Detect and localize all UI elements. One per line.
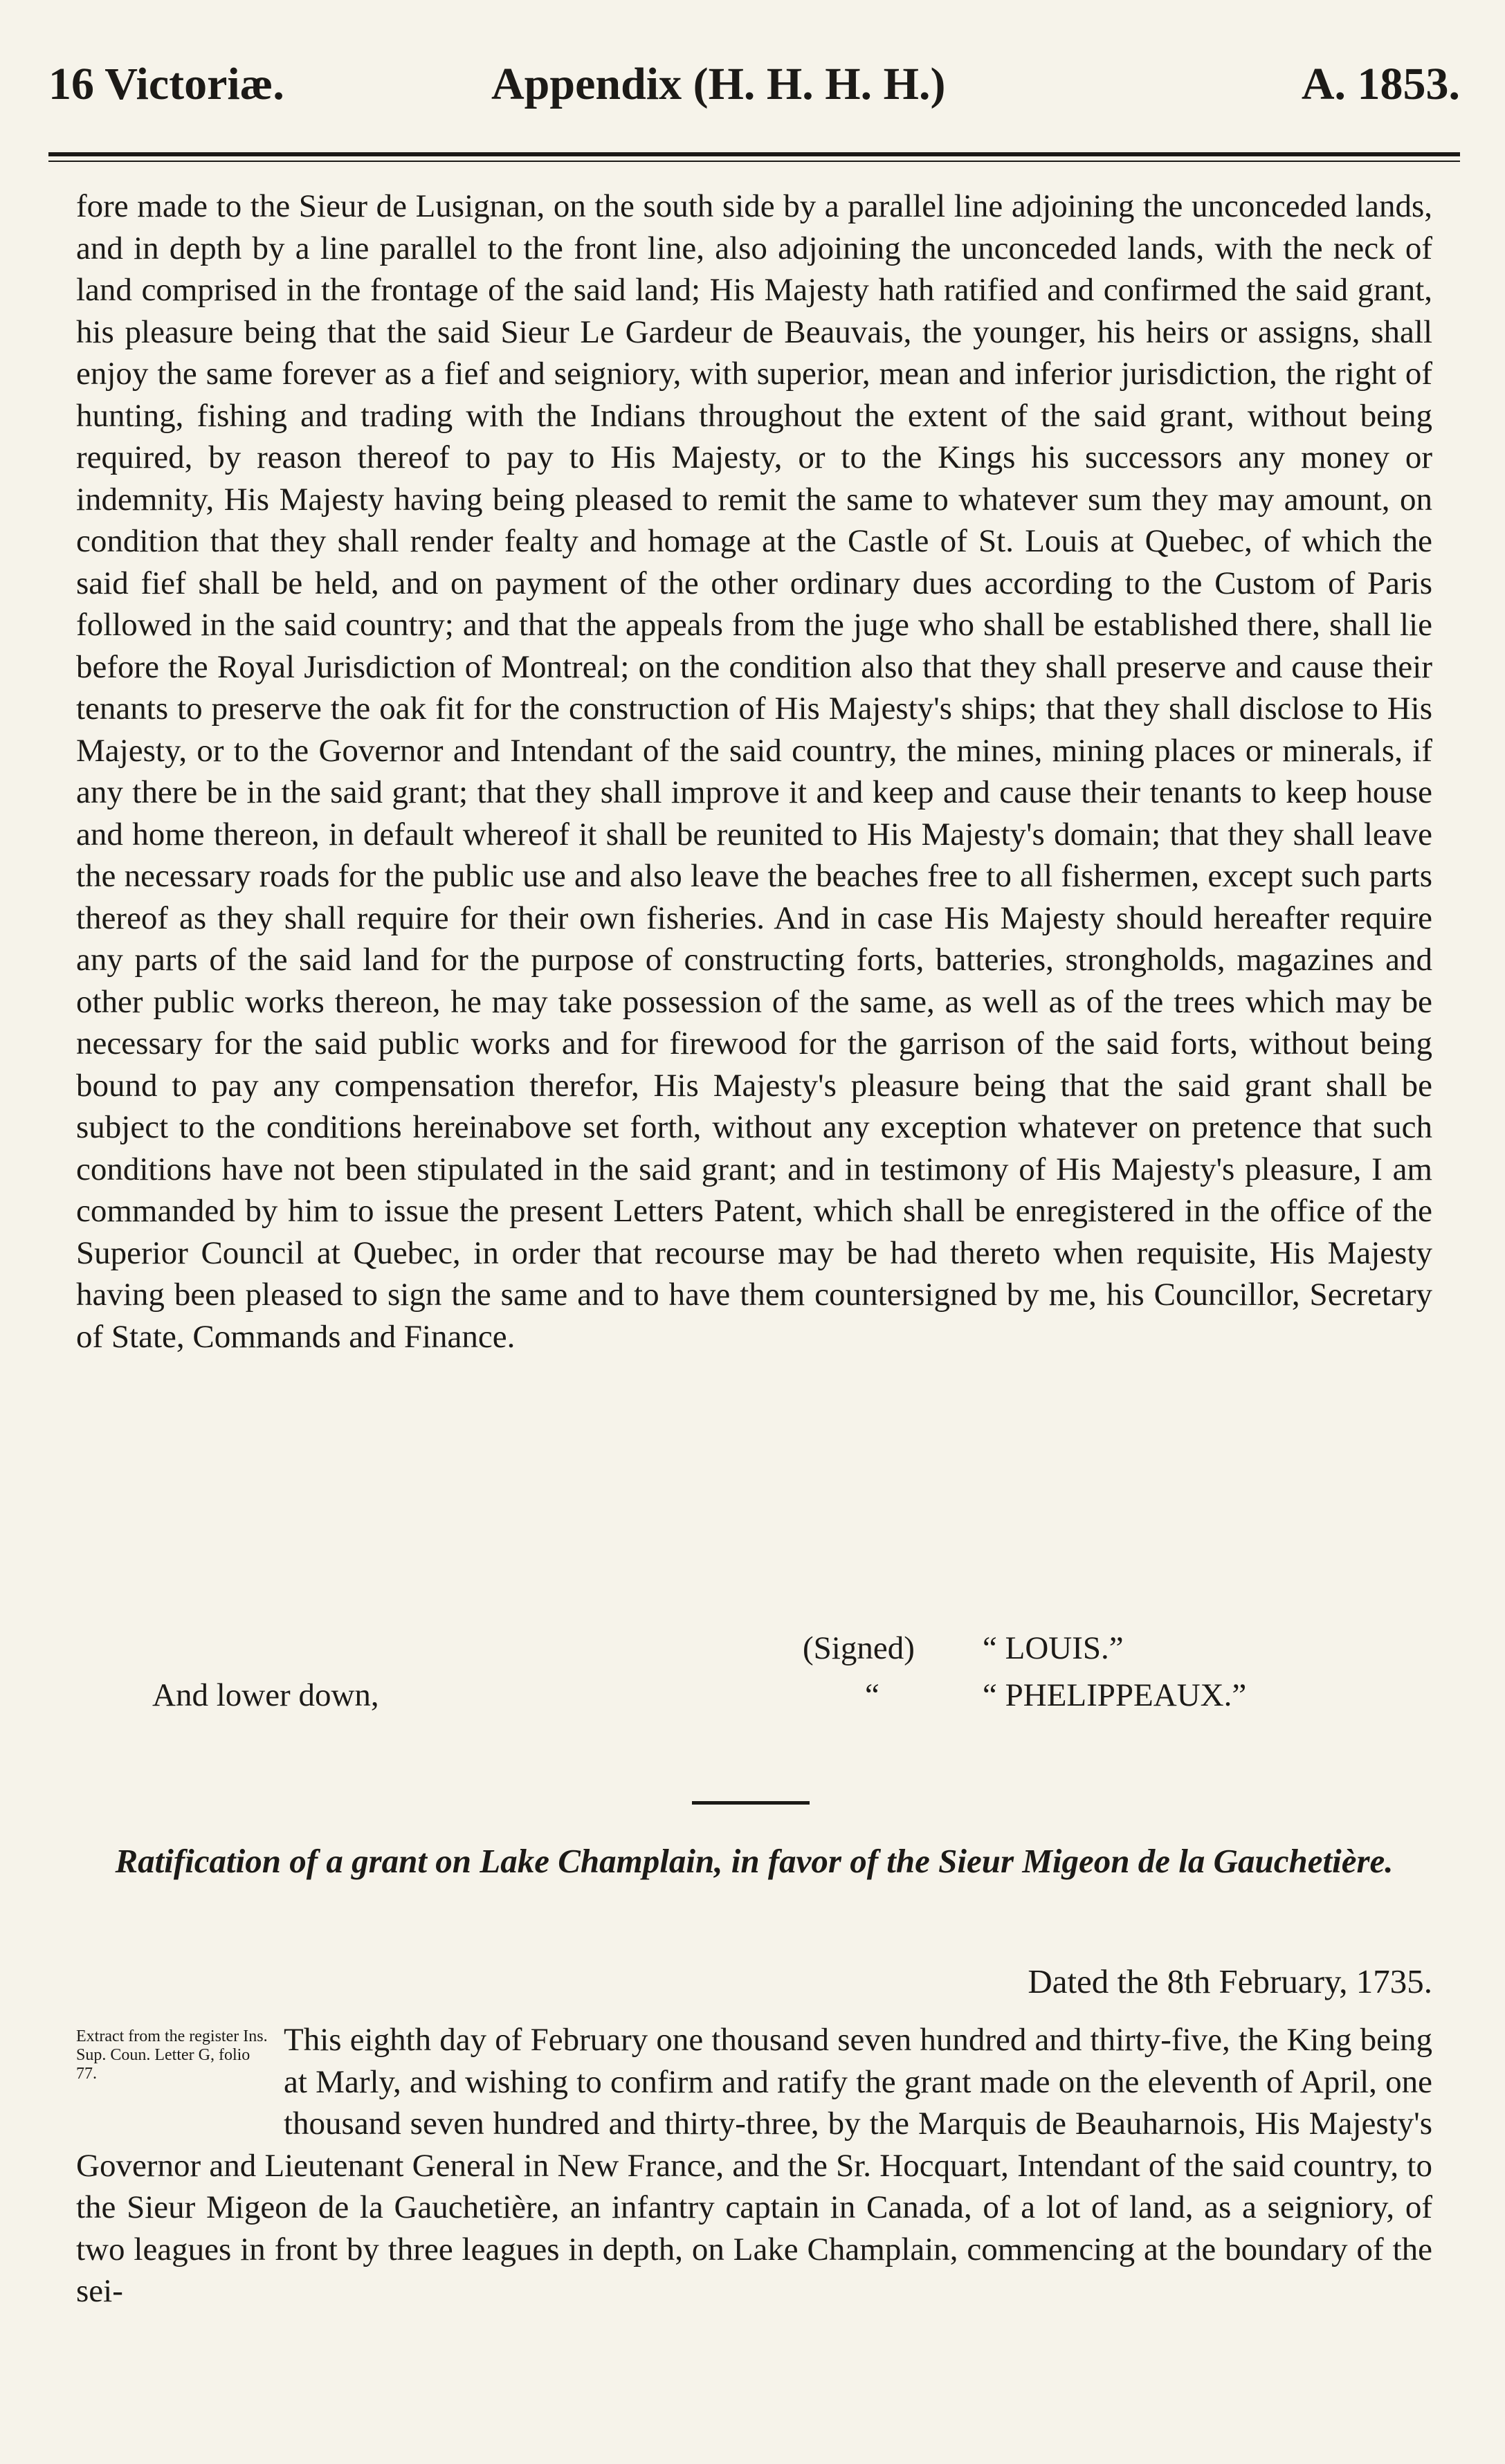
ratification-paragraph: This eighth day of February one thousand seven hundred and thirty-five, the King being at Marly, and wishing to confirm and ratify the grant made on the eleventh of April, one thousand seven hundred and thirty-three, by the Marquis de Beauharnois, His Majesty's Governor and Lieutenant General in New France, and the Sr. Hocquart, Intendant of the said country, to the Sieur Migeon de la Gauchetière, an infantry captain in Canada, of a lot of land, as a seigniory, of two leagues in front by three leagues in depth, on Lake Champlain, commencing at the boundary of the sei-	[76, 2022, 1432, 2309]
body-paragraph: fore made to the Sieur de Lusignan, on the south side by a parallel line adjoining the unconceded lands, and in depth by a line parallel to the front line, also adjoining the unconceded lands, with the neck of land comprised in the frontage of the said land; His Majesty hath ratified and confirmed the said grant, his pleasure being that the said Sieur Le Gardeur de Beauvais, the younger, his heirs or assigns, shall enjoy the same forever as a fief and seigniory, with superior, mean and inferior jurisdiction, the right of hunting, fishing and trading with the Indians throughout the extent of the said grant, without being required, by reason thereof to pay to His Majesty, or to the Kings his successors any money or indemnity, His Majesty having being pleased to remit the same to whatever sum they may amount, on condition that they shall render fealty and homage at the Castle of St. Louis at Quebec, of which the said fief shall be held, and on payment of the other ordinary dues according to the Custom of Paris followed in the said country; and that the appeals from the juge who shall be established there, shall lie before the Royal Jurisdiction of Montreal; on the condition also that they shall preserve and cause their tenants to preserve the oak fit for the construction of His Majesty's ships; that they shall disclose to His Majesty, or to the Governor and Intendant of the said country, the mines, mining places or minerals, if any there be in the said grant; that they shall improve it and keep and cause their tenants to keep house and home thereon, in default whereof it shall be reunited to His Majesty's domain; that they shall leave the necessary roads for the public use and also leave the beaches free to all fishermen, except such parts thereof as they shall require for their own fisheries. And in case His Majesty should hereafter require any parts of the said land for the purpose of constructing forts, batteries, strongholds, magazines and other public works thereon, he may take possession of the same, as well as of the trees which may be necessary for the said public works and for firewood for the garrison of the said forts, without being bound to pay any compensation therefor, His Majesty's pleasure being that the said grant shall be subject to the conditions hereinabove set forth, without any exception whatever on pretence that such conditions have not been stipulated in the said grant; and in testimony of His Majesty's pleasure, I am commanded by him to issue the present Letters Patent, which shall be enregistered in the office of the Superior Council at Quebec, in order that recourse may be had thereto when requisite, His Majesty having been pleased to sign the same and to have them countersigned by me, his Councillor, Secretary of State, Commands and Finance.	[76, 188, 1432, 1355]
section-date: Dated the 8th February, 1735.	[1028, 1962, 1432, 2000]
header-rule-thick	[48, 152, 1460, 156]
margin-note: Extract from the register Ins. Sup. Coun. Letter G, folio 77.	[76, 2027, 268, 2083]
letters-patent-text	[76, 185, 1432, 1358]
header-year: A. 1853.	[1301, 59, 1460, 109]
signature-row-signed	[76, 1627, 1432, 1674]
section-title: Ratification of a grant on Lake Champlain, in favor of the Sieur Migeon de la Gauchetière.	[115, 1842, 1394, 1880]
countersigned-name: “ PHELIPPEAUX.”	[983, 1677, 1247, 1713]
margin-note-space	[76, 2019, 284, 2144]
ditto-mark: “	[865, 1677, 879, 1713]
signed-label: (Signed)	[803, 1630, 915, 1666]
ratification-text	[76, 2019, 1432, 2312]
header-rule-thin	[48, 161, 1460, 162]
section-divider	[692, 1801, 810, 1805]
page-header	[48, 43, 1460, 126]
header-appendix: Appendix (H. H. H. H.)	[491, 59, 946, 109]
signature-block	[76, 1627, 1432, 1722]
lower-down-label: And lower down,	[152, 1677, 379, 1713]
signed-name: “ LOUIS.”	[983, 1630, 1124, 1666]
signature-row-lower	[76, 1674, 1432, 1722]
header-session: 16 Victoriæ.	[48, 59, 284, 109]
